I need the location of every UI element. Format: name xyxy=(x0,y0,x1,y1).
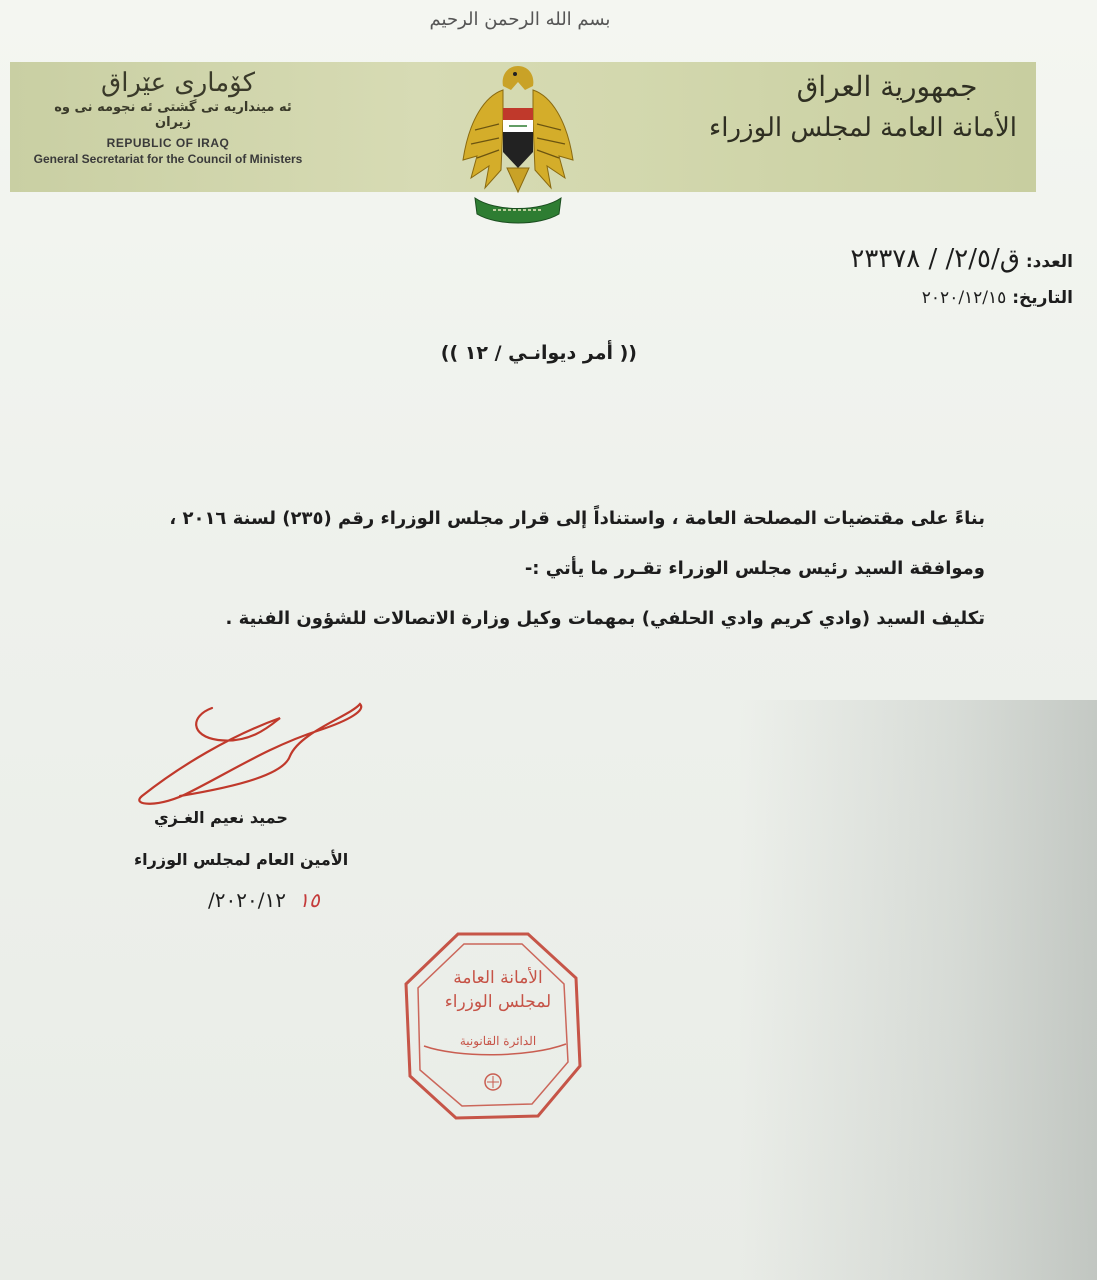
document-number xyxy=(850,244,1073,274)
date-label: التاريخ: xyxy=(1012,288,1073,308)
body-line: تكليف السيد (وادي كريم وادي الحلفي) بمهمات وكيل وزارة الاتصالات للشؤون الفنية . xyxy=(225,608,985,629)
bismillah: بسم الله الرحمن الرحيم xyxy=(429,9,611,30)
order-title: (( أمر ديوانـي / ١٢ )) xyxy=(440,342,637,364)
page-shadow xyxy=(737,700,1097,1280)
document-date xyxy=(922,288,1073,308)
english-title: REPUBLIC OF IRAQ xyxy=(106,136,230,150)
stamp-text xyxy=(428,968,568,1048)
signer-title: الأمين العام لمجلس الوزراء xyxy=(134,850,349,869)
kurdish-title: كۆماری عێراق xyxy=(101,68,255,98)
letterhead-right xyxy=(709,70,1017,143)
arabic-subtitle: الأمانة العامة لمجلس الوزراء xyxy=(709,113,1017,143)
iraq-eagle-emblem-icon xyxy=(455,60,581,228)
signature-date-day: ١٥ xyxy=(298,888,320,912)
english-subtitle: General Secretariat for the Council of Ministers xyxy=(33,152,303,166)
number-label: العدد: xyxy=(1025,252,1073,272)
signature-date xyxy=(208,888,320,912)
order-body xyxy=(85,494,985,644)
number-value: ق/٢/٥/ / ٢٣٣٧٨ xyxy=(850,244,1020,274)
date-value: ٢٠٢٠/١٢/١٥ xyxy=(921,288,1007,308)
signer-name: حميد نعيم الغـزي xyxy=(154,808,288,827)
signature-date-year: ٢٠٢٠/١٢/ xyxy=(208,888,286,912)
body-line: بناءً على مقتضيات المصلحة العامة ، واستناداً إلى قرار مجلس الوزراء رقم (٢٣٥) لسنة ٢٠١٦ ، xyxy=(169,508,985,529)
stamp-line: لمجلس الوزراء xyxy=(444,992,552,1012)
arabic-title: جمهورية العراق xyxy=(796,70,978,103)
stamp-line: الدائرة القانونية xyxy=(459,1034,537,1048)
letterhead-left xyxy=(18,68,318,166)
body-line: وموافقة السيد رئيس مجلس الوزراء تقـرر ما يأتي :- xyxy=(524,558,985,579)
stamp-line: الأمانة العامة xyxy=(453,968,543,988)
kurdish-subtitle: ئه‌ مینداریه‌ تی گشتی ئه‌ نجومه‌ نی وه‌ زیران xyxy=(54,100,292,130)
